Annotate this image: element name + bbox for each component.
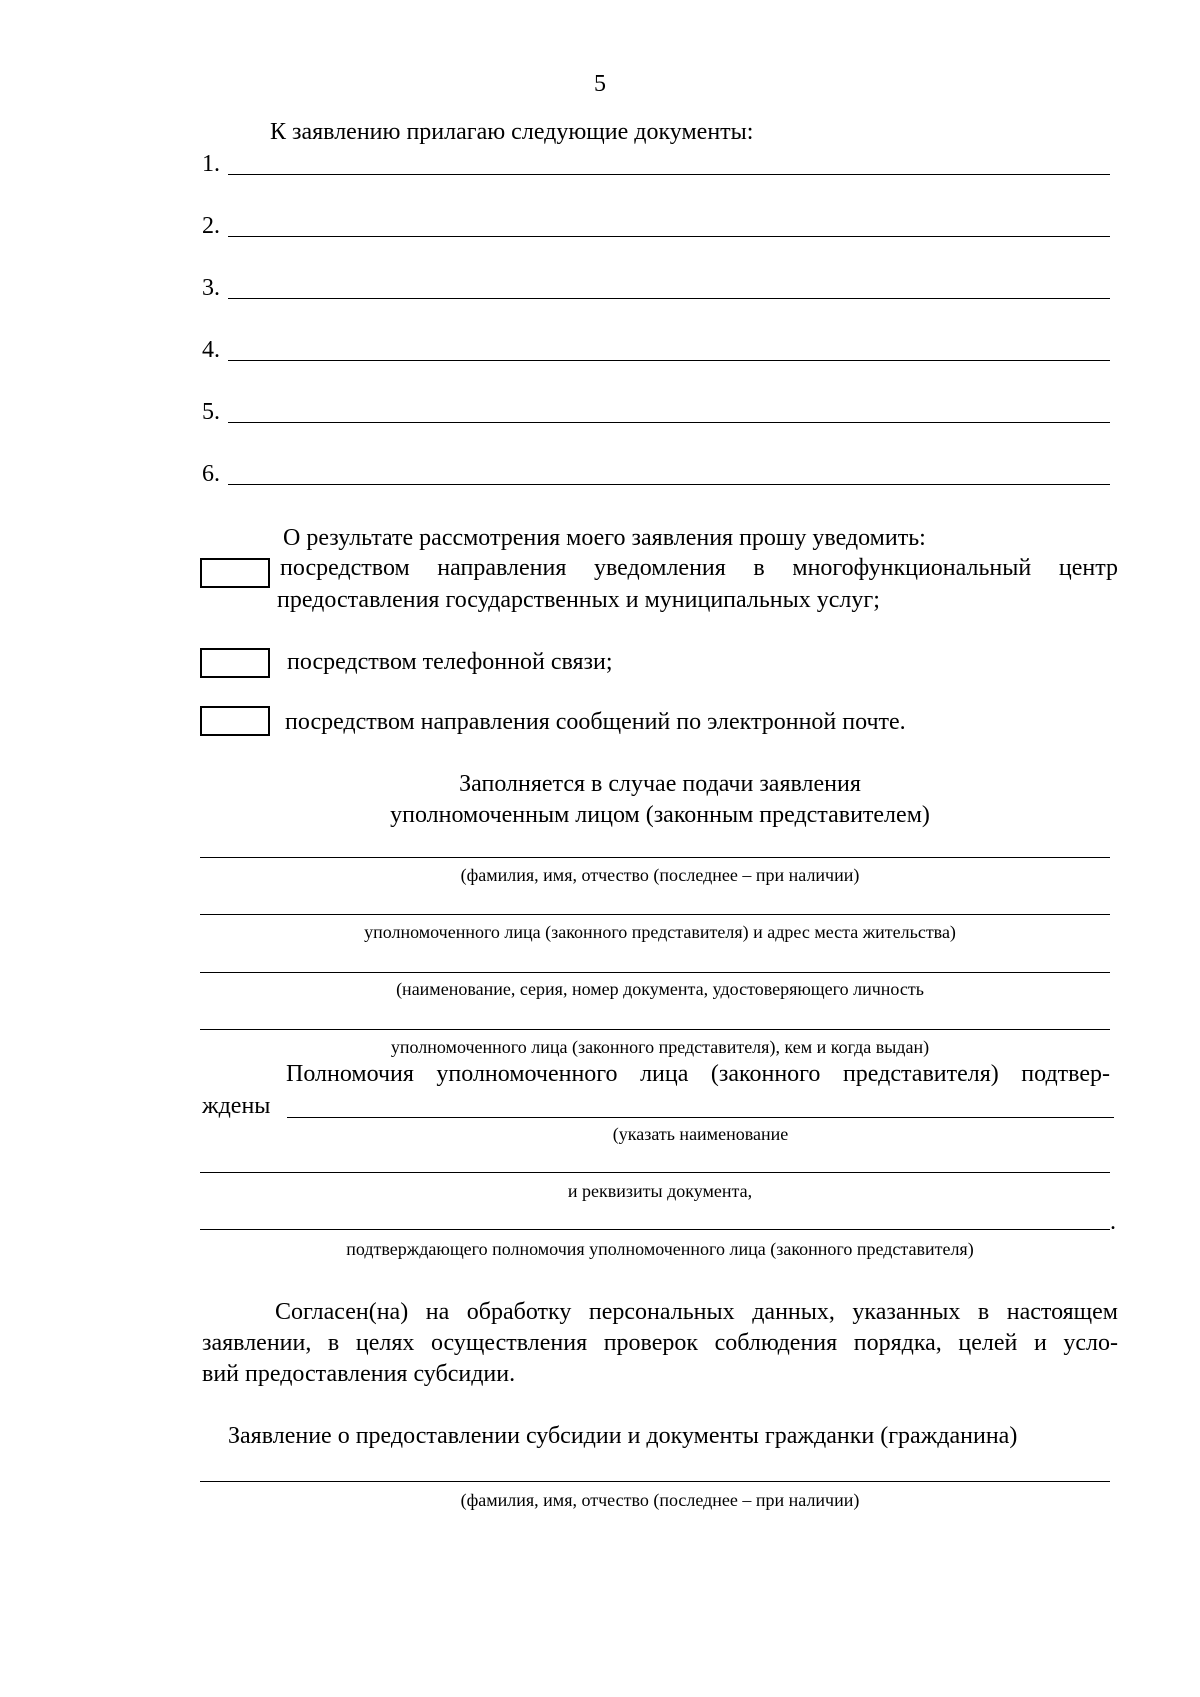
authority-confirmation-field[interactable] <box>200 1229 1110 1230</box>
attachment-field-6[interactable] <box>228 484 1110 485</box>
representative-id-document-field[interactable] <box>200 972 1110 973</box>
attachment-number-5: 5. <box>202 399 220 425</box>
attachment-field-4[interactable] <box>228 360 1110 361</box>
notify-mfc-label-line2: предоставления государственных и муниципальных услуг; <box>277 587 880 613</box>
authority-caption-details: и реквизиты документа, <box>567 1181 753 1201</box>
notify-mfc-checkbox[interactable] <box>200 558 270 588</box>
citizen-name-caption: (фамилия, имя, отчество (последнее – при наличии) <box>460 1490 860 1510</box>
attachment-number-4: 4. <box>202 337 220 363</box>
consent-line2: заявлении, в целях осуществления проверок соблюдения порядка, целей и усло- <box>202 1330 1118 1356</box>
representative-caption-id-issuer: уполномоченного лица (законного представителя), кем и когда выдан) <box>390 1037 930 1057</box>
attachments-intro: К заявлению прилагаю следующие документы: <box>270 119 754 145</box>
authority-period: . <box>1110 1209 1116 1235</box>
notify-phone-checkbox[interactable] <box>200 648 270 678</box>
attachment-number-3: 3. <box>202 275 220 301</box>
notify-mfc-label-line1: посредством направления уведомления в многофункциональный центр <box>280 555 1118 581</box>
representative-address-field[interactable] <box>200 914 1110 915</box>
authority-caption-confirmation: подтверждающего полномочия уполномоченного лица (законного представителя) <box>346 1239 974 1259</box>
notify-email-label: посредством направления сообщений по электронной почте. <box>285 709 906 735</box>
attachment-number-1: 1. <box>202 151 220 177</box>
attachment-field-2[interactable] <box>228 236 1110 237</box>
representative-caption-address: уполномоченного лица (законного представителя) и адрес места жительства) <box>364 922 956 942</box>
authority-details-field[interactable] <box>200 1172 1110 1173</box>
representative-heading-line1: Заполняется в случае подачи заявления <box>459 771 861 797</box>
representative-name-field[interactable] <box>200 857 1110 858</box>
authority-text-line1: Полномочия уполномоченного лица (законного представителя) подтвер- <box>286 1061 1110 1087</box>
authority-text-line2: ждены <box>202 1093 271 1119</box>
authority-document-field[interactable] <box>287 1117 1114 1118</box>
consent-line3: вий предоставления субсидии. <box>202 1361 516 1387</box>
citizen-name-field[interactable] <box>200 1481 1110 1482</box>
attachment-number-6: 6. <box>202 461 220 487</box>
attachment-field-3[interactable] <box>228 298 1110 299</box>
final-statement: Заявление о предоставлении субсидии и документы гражданки (гражданина) <box>228 1423 1018 1449</box>
page-number: 5 <box>594 71 606 97</box>
representative-id-issuer-field[interactable] <box>200 1029 1110 1030</box>
attachment-number-2: 2. <box>202 213 220 239</box>
representative-heading-line2: уполномоченным лицом (законным представителем) <box>390 802 930 828</box>
authority-caption-name: (указать наименование <box>612 1124 789 1144</box>
notify-phone-label: посредством телефонной связи; <box>287 649 613 675</box>
notify-email-checkbox[interactable] <box>200 706 270 736</box>
attachment-field-5[interactable] <box>228 422 1110 423</box>
attachment-field-1[interactable] <box>228 174 1110 175</box>
representative-caption-id-document: (наименование, серия, номер документа, удостоверяющего личность <box>396 979 924 999</box>
consent-line1: Согласен(на) на обработку персональных данных, указанных в настоящем <box>275 1299 1118 1325</box>
representative-caption-name: (фамилия, имя, отчество (последнее – при наличии) <box>460 865 860 885</box>
notification-intro: О результате рассмотрения моего заявления прошу уведомить: <box>283 525 926 551</box>
